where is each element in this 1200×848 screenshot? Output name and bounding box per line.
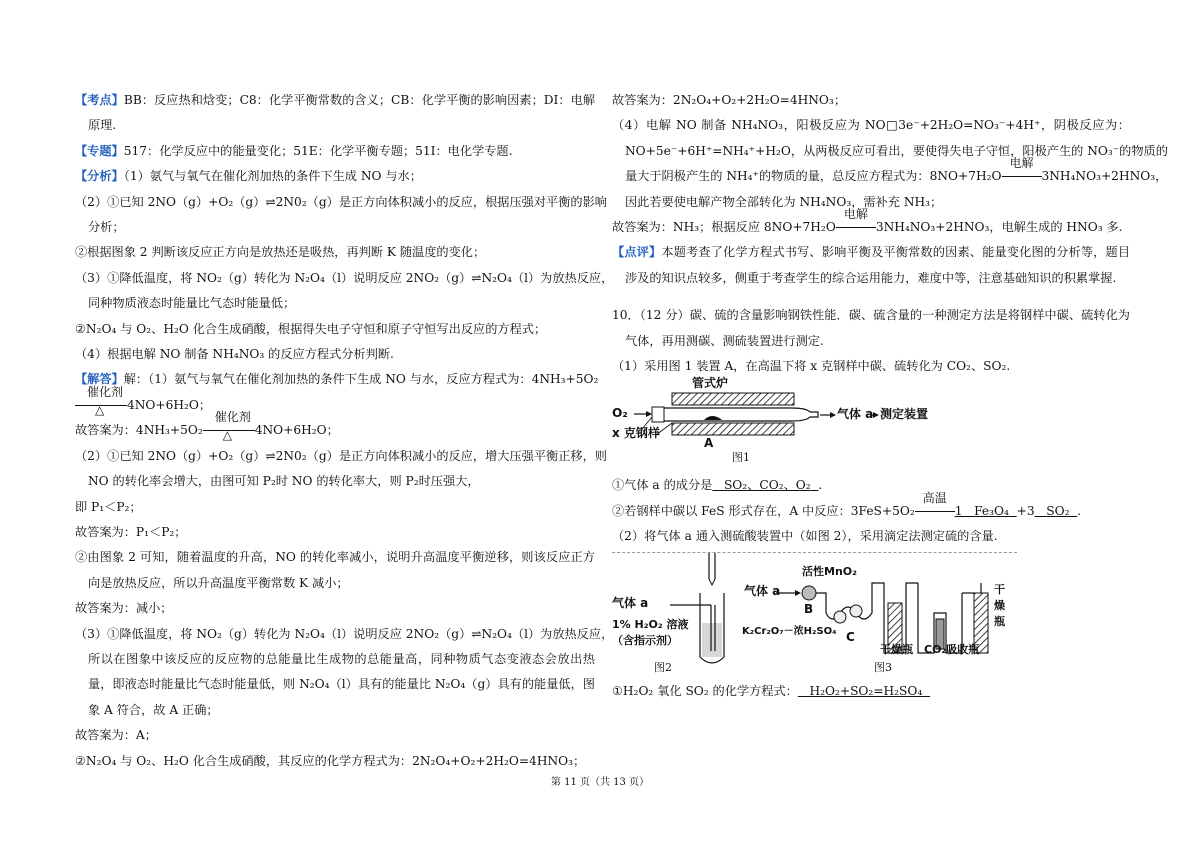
label-c: C — [846, 629, 855, 644]
dry-tube-label-3: 瓶 — [994, 614, 1005, 628]
text: ②根据图象 2 判断该反应正方向是放热还是吸热，再判断 K 随温度的变化； — [75, 245, 486, 260]
fenxi-tag: 【分析】 — [75, 169, 124, 184]
catalyst-arrow — [75, 384, 127, 418]
text: ②N₂O₄ 与 O₂、H₂O 化合生成硝酸，根据得失电子守恒和原子守恒写出反应的方程式； — [75, 321, 547, 336]
text: （1）采用图 1 装置 A，在高温下将 x 克钢样中碳、硫转化为 CO₂、SO₂. — [612, 359, 1011, 374]
text: （1）氨气与氧气在催化剂加热的条件下生成 NO 与水； — [123, 169, 422, 184]
dry-bottle-label: 干燥瓶 — [880, 642, 913, 656]
fig2-solution-label: 1% H₂O₂ 溶液 — [612, 617, 689, 631]
text: 向是放热反应，所以升高温度平衡常数 K 减小； — [88, 575, 349, 590]
figure-3-caption: 图3 — [874, 660, 892, 674]
answer-blank — [798, 684, 930, 698]
text: 量，即液态时能量比气态时能量低，则 N₂O₄（l）具有的能量比 N₂O₄（g）具有的能量低，图 — [88, 677, 595, 692]
text: 故答案为：4NH₃+5O₂ — [75, 423, 203, 438]
text: 象 A 符合，故 A 正确； — [88, 702, 219, 717]
answer-text: 1 — [954, 503, 963, 518]
jieda-line — [75, 367, 599, 392]
question-2-1 — [612, 679, 1130, 704]
figure-1 — [612, 376, 1130, 473]
text: BB：反应热和焓变；C8：化学平衡常数的含义；CB：化学平衡的影响因素；DI：电解 — [123, 93, 596, 107]
text: 故答案为：减小； — [75, 601, 173, 616]
text: ②由图象 2 可知，随着温度的升高，NO 的转化率减小，说明升高温度平衡逆移，则该反应正方 — [75, 550, 595, 565]
figure-2-caption: 图2 — [654, 660, 672, 674]
fig2-gas-label: 气体 a — [612, 595, 649, 610]
electrolysis-arrow — [836, 207, 876, 240]
catalyst-arrow — [203, 410, 255, 443]
stopper — [652, 407, 664, 422]
answer-text: SO₂、CO₂、O₂ — [723, 478, 811, 493]
jieda-tag: 【解答】 — [75, 372, 124, 387]
question-1-1 — [612, 473, 1130, 498]
k2cr2o7-label: K₂Cr₂O₇－浓H₂SO₄ — [742, 625, 837, 637]
high-temp-label: 高温 — [922, 490, 947, 505]
question-1-2 — [612, 490, 1130, 524]
furnace-top — [672, 393, 794, 405]
text: NO 的转化率会增大，由图可知 P₂时 NO 的转化率大，则 P₂时压强大， — [88, 474, 480, 489]
text: 517：化学反应中的能量变化；51E：化学平衡专题；51I：电化学专题. — [123, 143, 513, 158]
text: 因此若要使电解产物全部转化为 NH₄NO₃，需补充 NH₃； — [625, 194, 943, 209]
text: 分析； — [88, 220, 125, 235]
dianping-tag: 【点评】 — [612, 245, 662, 260]
text: （4）电解 NO 制备 NH₄NO₃，阳极反应为 NO□3e⁻+2H₂O=NO₃⁻+4H⁺，阴极反应为： — [612, 118, 1130, 133]
text: 所以在图象中该反应的反应物的总能量比生成物的总能量高，同种物质气态变液态会放出热 — [88, 651, 595, 666]
text: （2）①已知 2NO（g）+O₂（g）⇌2N0₂（g）是正方向体积减小的反应，增大压强平衡正移，则 — [75, 448, 607, 463]
text: 4NO+6H₂O； — [127, 397, 212, 412]
left-column — [75, 88, 614, 774]
text: NO+5e⁻+6H⁺=NH₄⁺+H₂O，从两极反应可看出，要使得失电子守恒，阳极产生的 NO₃⁻的物质的 — [625, 143, 1168, 158]
text: 3NH₄NO₃+2HNO₃，电解生成的 HNO₃ 多. — [875, 220, 1123, 235]
text: 即 P₁＜P₂； — [75, 499, 142, 514]
equation-line — [915, 511, 955, 512]
text: 本题考查了化学方程式书写、影响平衡及平衡常数的因素、能量变化图的分析等，题目 — [661, 245, 1131, 260]
text: 故答案为：A； — [75, 728, 157, 743]
co2-bottle-label: CO₂吸收瓶 — [924, 642, 980, 656]
text: 4NO+6H₂O； — [254, 423, 339, 438]
text: 同种物质液态时能量比气态时能量低； — [88, 296, 296, 311]
furnace-bottom — [672, 423, 794, 435]
sample-label: x 克钢样 — [612, 426, 660, 441]
high-temp-arrow — [915, 490, 955, 524]
text: +3 — [1016, 503, 1035, 518]
mno2-label: 活性MnO₂ — [802, 564, 857, 578]
kaodian-line — [75, 88, 595, 113]
catalyst-equation — [75, 384, 595, 418]
kaodian-tag: 【考点】 — [75, 93, 124, 107]
text: . — [1077, 503, 1082, 518]
electrolysis-label: 电解 — [1009, 156, 1034, 171]
text: ①气体 a 的成分是 — [612, 478, 713, 493]
answer-blank — [712, 478, 818, 492]
text: ②N₂O₄ 与 O₂、H₂O 化合生成硝酸，其反应的化学方程式为：2N₂O₄+O₂+2H₂O=4HNO₃； — [75, 753, 586, 768]
text: 3NH₄NO₃+2HNO₃， — [1041, 169, 1168, 184]
text: （3）①降低温度，将 NO₂（g）转化为 N₂O₄（l）说明反应 2NO₂（g）⇌N₂O₄（l）为放热反应， — [75, 626, 614, 641]
answer-line — [612, 207, 1130, 240]
catalyst-label: 催化剂 — [214, 410, 251, 425]
device-label: 测定装置 — [880, 407, 929, 422]
boat — [704, 416, 722, 420]
text: （2）①已知 2NO（g）+O₂（g）⇌2N0₂（g）是正方向体积减小的反应，根据压强对平衡的影响 — [75, 194, 607, 209]
equation-line — [836, 227, 876, 228]
solution — [702, 623, 722, 657]
text: 涉及的知识点较多，侧重于考查学生的综合运用能力，难度中等，注意基础知识的积累掌握. — [625, 270, 1117, 285]
page-footer: 第 11 页（共 13 页） — [550, 777, 650, 788]
text: 气体，再用测碳、测硫装置进行测定. — [625, 333, 824, 348]
gas-a-label: 气体 a — [837, 407, 874, 422]
answer-text: SO₂ — [1046, 503, 1070, 518]
electrolysis-arrow — [1002, 156, 1042, 189]
electrolysis-equation — [612, 156, 1168, 189]
answer-text: Fe₃O₄ — [974, 503, 1009, 518]
figure-1-caption: 图1 — [732, 451, 750, 465]
right-column — [612, 88, 1168, 704]
text: ①H₂O₂ 氧化 SO₂ 的化学方程式： — [612, 683, 798, 698]
text: 故答案为：P₁＜P₂； — [75, 524, 187, 539]
answer-line — [75, 410, 595, 443]
quartz-tube — [660, 408, 818, 421]
equation-line — [1002, 176, 1042, 177]
answer-blank — [1035, 504, 1078, 518]
text: 解：（1）氨气与氧气在催化剂加热的条件下生成 NO 与水，反应方程式为：4NH₃+5O₂ — [123, 372, 599, 387]
zhuanti-tag: 【专题】 — [75, 143, 124, 158]
dry-tube-label-2: 燥 — [994, 598, 1005, 612]
zhuanti-line — [75, 139, 595, 164]
answer-text: H₂O₂+SO₂=H₂SO₄ — [809, 683, 923, 698]
question-10: 10．（12 分）碳、硫的含量影响钢铁性能．碳、硫含量的一种测定方法是将钢样中碳、硫转化为 — [612, 308, 1130, 323]
text: 原理. — [88, 118, 117, 133]
text: 故答案为：NH₃；根据反应 8NO+7H₂O — [612, 220, 836, 235]
text: 量大于阴极产生的 NH₄⁺的物质的量，总反应方程式为：8NO+7H₂O — [625, 169, 1002, 184]
text: . — [818, 478, 823, 493]
text: ②若钢样中碳以 FeS 形式存在，A 中反应：3FeS+5O₂ — [612, 503, 915, 518]
text: （2）将气体 a 通入测硫酸装置中（如图 2），采用滴定法测定硫的含量. — [612, 529, 998, 544]
spacer — [612, 291, 1130, 303]
electrolysis-label: 电解 — [843, 207, 868, 222]
fig2-indicator-label: （含指示剂） — [612, 633, 678, 647]
text: 故答案为：2N₂O₄+O₂+2H₂O=4HNO₃； — [612, 93, 847, 107]
text: （3）①降低温度，将 NO₂（g）转化为 N₂O₄（l）说明反应 2NO₂（g）⇌N₂O₄（l）为放热反应， — [75, 270, 614, 285]
o2-label: O₂ — [612, 406, 628, 421]
heat-label: △ — [222, 428, 232, 443]
furnace-label: 管式炉 — [692, 376, 729, 391]
figures-2-3 — [612, 553, 1130, 679]
label-a: A — [704, 436, 714, 451]
text: （4）根据电解 NO 制备 NH₄NO₃ 的反应方程式分析判断. — [75, 347, 394, 362]
fig3-gas-label: 气体 a — [744, 583, 781, 598]
label-b: B — [804, 601, 814, 616]
dianping-line — [612, 240, 1130, 265]
answer-blank — [955, 504, 1017, 518]
dry-tube-label-1: 干 — [994, 582, 1005, 596]
fenxi-line — [75, 164, 595, 189]
catalyst-label: 催化剂 — [87, 384, 124, 399]
heat-label: △ — [95, 402, 105, 417]
